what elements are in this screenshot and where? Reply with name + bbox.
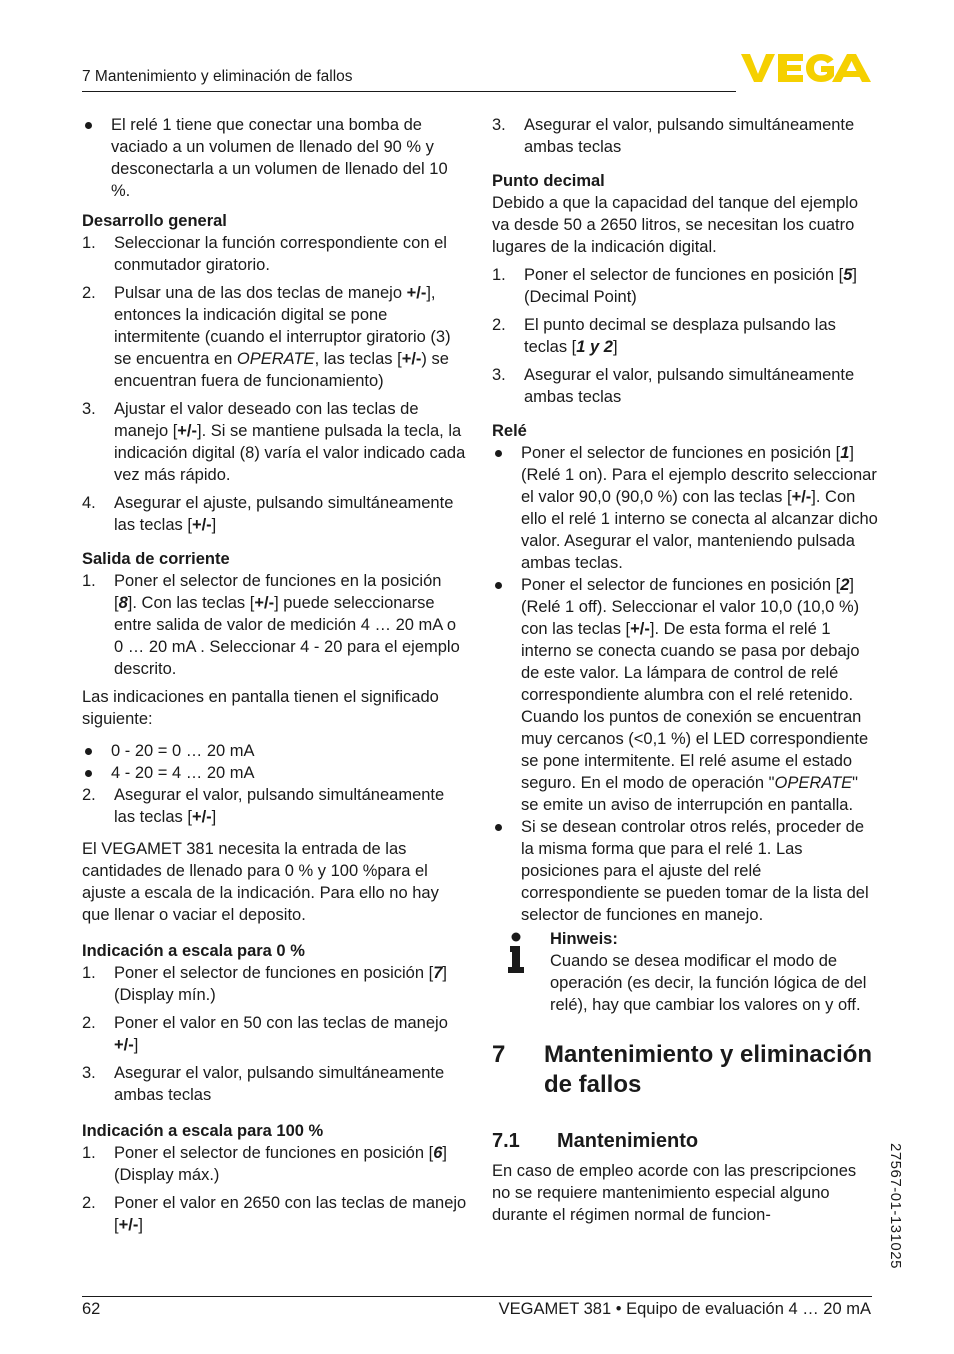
- step-text: Poner el valor en 50 con las teclas de manejo +/-]: [114, 1014, 448, 1054]
- steps-current: [82, 570, 467, 680]
- list-step: [82, 1192, 467, 1236]
- paragraph: El VEGAMET 381 necesita la entrada de las cantidades de llenado para 0 % y 100 %para el ajuste a escala de la indicación. Para ello no hay que llenar o vaciar el deposito.: [82, 840, 439, 924]
- paragraph: En caso de empleo acorde con las prescripciones no se requiere mantenimiento especial alguno durante el régimen normal de funcion-: [492, 1162, 857, 1224]
- list-item: El relé 1 tiene que conectar una bomba de vaciado a un volumen de llenado del 90 % y desconectarla a un volumen de llenado del 10 %.: [82, 114, 467, 202]
- step-number: 3.: [492, 116, 506, 134]
- step-text: Asegurar el valor, pulsando simultáneamente ambas teclas: [524, 116, 855, 156]
- list-item: Poner el selector de funciones en posición [1] (Relé 1 on). Para el ejemplo descrito seleccionar el valor 90,0 (90,0 %) con las teclas [+/-]. Con ello el relé 1 interno se conecta al alcanzar dicho valor. Asegurar el valor, manteniendo pulsada ambas teclas.: [492, 442, 878, 574]
- note-box: [492, 928, 878, 1016]
- heading-escala-0: Indicación a escala para 0 %: [82, 942, 305, 960]
- heading-desarrollo-general: Desarrollo general: [82, 212, 227, 230]
- list-item: Si se desean controlar otros relés, proceder de la misma forma que para el relé 1. Las posiciones para el ajuste del relé correspondiente se pueden tomar de la lista del selector de funciones en manejo.: [492, 816, 878, 926]
- intro-list: [82, 114, 467, 202]
- section-number: 7.1: [492, 1130, 520, 1152]
- note-text: Cuando se desea modificar el modo de operación (es decir, la función lógica de del relé), hay que cambiar los valores on y off.: [550, 952, 867, 1014]
- step-number: 1.: [492, 266, 506, 284]
- chapter-number: 7: [492, 1041, 506, 1068]
- list-step: [82, 784, 467, 828]
- page-number: 62: [82, 1300, 101, 1318]
- steps-current-2: [82, 784, 467, 828]
- steps-decimal: [492, 264, 878, 408]
- right-column: [492, 114, 878, 1232]
- step-text: El punto decimal se desplaza pulsando las teclas [1 y 2]: [524, 316, 836, 356]
- step-number: 4.: [82, 494, 96, 512]
- step-text: Asegurar el ajuste, pulsando simultáneamente las teclas [+/-]: [114, 494, 454, 534]
- step-number: 3.: [82, 1064, 96, 1082]
- steps-scale-100: [82, 1142, 467, 1236]
- list-step: [82, 282, 467, 392]
- list-step: [492, 364, 878, 408]
- document-code: 27567-01-131025: [887, 1143, 904, 1269]
- list-item: 0 - 20 = 0 … 20 mA: [82, 740, 467, 762]
- steps-continued: [492, 114, 878, 158]
- step-text: Ajustar el valor deseado con las teclas de manejo [+/-]. Si se mantiene pulsada la tecla, la indicación digital (8) varía el valor indicado cada vez más rápido.: [114, 400, 466, 484]
- heading-rele: Relé: [492, 422, 527, 440]
- list-step: [82, 398, 467, 486]
- list-step: [82, 1062, 467, 1106]
- vega-logo: [741, 52, 873, 84]
- list-step: [492, 114, 878, 158]
- step-number: 1.: [82, 572, 96, 590]
- list-step: [82, 962, 467, 1006]
- step-number: 2.: [82, 786, 96, 804]
- steps-general: [82, 232, 467, 536]
- step-number: 2.: [492, 316, 506, 334]
- step-text: Poner el valor en 2650 con las teclas de manejo [+/-]: [114, 1194, 467, 1234]
- step-number: 2.: [82, 1194, 96, 1212]
- step-text: Poner el selector de funciones en posición [6] (Display máx.): [114, 1144, 447, 1184]
- steps-scale-0: [82, 962, 467, 1106]
- chapter-title: Mantenimiento y eliminación de fallos: [544, 1041, 873, 1098]
- list-step: [82, 1012, 467, 1056]
- heading-punto-decimal: Punto decimal: [492, 172, 605, 190]
- list-step: [82, 570, 467, 680]
- info-icon: [506, 932, 526, 974]
- footer-rule: [82, 1296, 872, 1297]
- section-heading: [492, 1128, 878, 1154]
- step-text: Seleccionar la función correspondiente con el conmutador giratorio.: [114, 234, 447, 274]
- step-number: 1.: [82, 1144, 96, 1162]
- list-step: [492, 314, 878, 358]
- list-item: Poner el selector de funciones en posición [2] (Relé 1 off). Seleccionar el valor 10,0 (10,0 %) con las teclas [+/-]. De esta forma el relé 1 interno se conecta cuando se pasa por debajo de este valor. La lámpara de control de relé correspondiente alumbra con el relé retenido. Cuando los puntos de conexión se encuentran muy cercanos (<0,1 %) el LED correspondiente se pone intermitente. El relé asume el estado seguro. En el modo de operación "OPERATE" se emite un aviso de interrupción en pantalla.: [492, 574, 878, 816]
- list-step: [492, 264, 878, 308]
- step-number: 3.: [82, 400, 96, 418]
- heading-escala-100: Indicación a escala para 100 %: [82, 1122, 324, 1140]
- footer-title: VEGAMET 381 • Equipo de evaluación 4 … 20 mA: [498, 1300, 871, 1318]
- header-rule: [82, 91, 736, 92]
- step-text: Asegurar el valor, pulsando simultáneamente ambas teclas: [524, 366, 855, 406]
- step-number: 3.: [492, 366, 506, 384]
- step-text: Asegurar el valor, pulsando simultáneamente ambas teclas: [114, 1064, 445, 1104]
- heading-salida-corriente: Salida de corriente: [82, 550, 230, 568]
- step-text: Poner el selector de funciones en la posición [8]. Con las teclas [+/-] puede seleccionarse entre salida de valor de medición 4 … 20 mA o 0 … 20 mA . Seleccionar 4 - 20 para el ejemplo descrito.: [114, 572, 460, 678]
- step-text: Poner el selector de funciones en posición [5] (Decimal Point): [524, 266, 857, 306]
- paragraph: Las indicaciones en pantalla tienen el significado siguiente:: [82, 688, 439, 728]
- relay-list: [492, 442, 878, 926]
- step-text: Pulsar una de las dos teclas de manejo +/-], entonces la indicación digital se pone intermitente (cuando el interruptor giratorio (3) se encuentra en OPERATE, las teclas [+/-) se encuentran fuera de funcionamiento): [114, 284, 451, 390]
- step-text: Poner el selector de funciones en posición [7] (Display mín.): [114, 964, 447, 1004]
- section-title: Mantenimiento: [557, 1130, 699, 1152]
- list-step: [82, 492, 467, 536]
- chapter-heading: [492, 1040, 878, 1100]
- note-title: Hinweis:: [550, 930, 618, 948]
- step-number: 2.: [82, 284, 96, 302]
- list-item: 4 - 20 = 4 … 20 mA: [82, 762, 467, 784]
- step-number: 2.: [82, 1014, 96, 1032]
- step-text: Asegurar el valor, pulsando simultáneamente las teclas [+/-]: [114, 786, 445, 826]
- paragraph: Debido a que la capacidad del tanque del ejemplo va desde 50 a 2650 litros, se necesitan los cuatro lugares de la indicación digital.: [492, 194, 859, 256]
- left-column: [82, 114, 467, 1242]
- list-step: [82, 232, 467, 276]
- step-number: 1.: [82, 234, 96, 252]
- step-number: 1.: [82, 964, 96, 982]
- list-step: [82, 1142, 467, 1186]
- running-header: 7 Mantenimiento y eliminación de fallos: [82, 68, 353, 85]
- display-meaning-list: [82, 740, 467, 784]
